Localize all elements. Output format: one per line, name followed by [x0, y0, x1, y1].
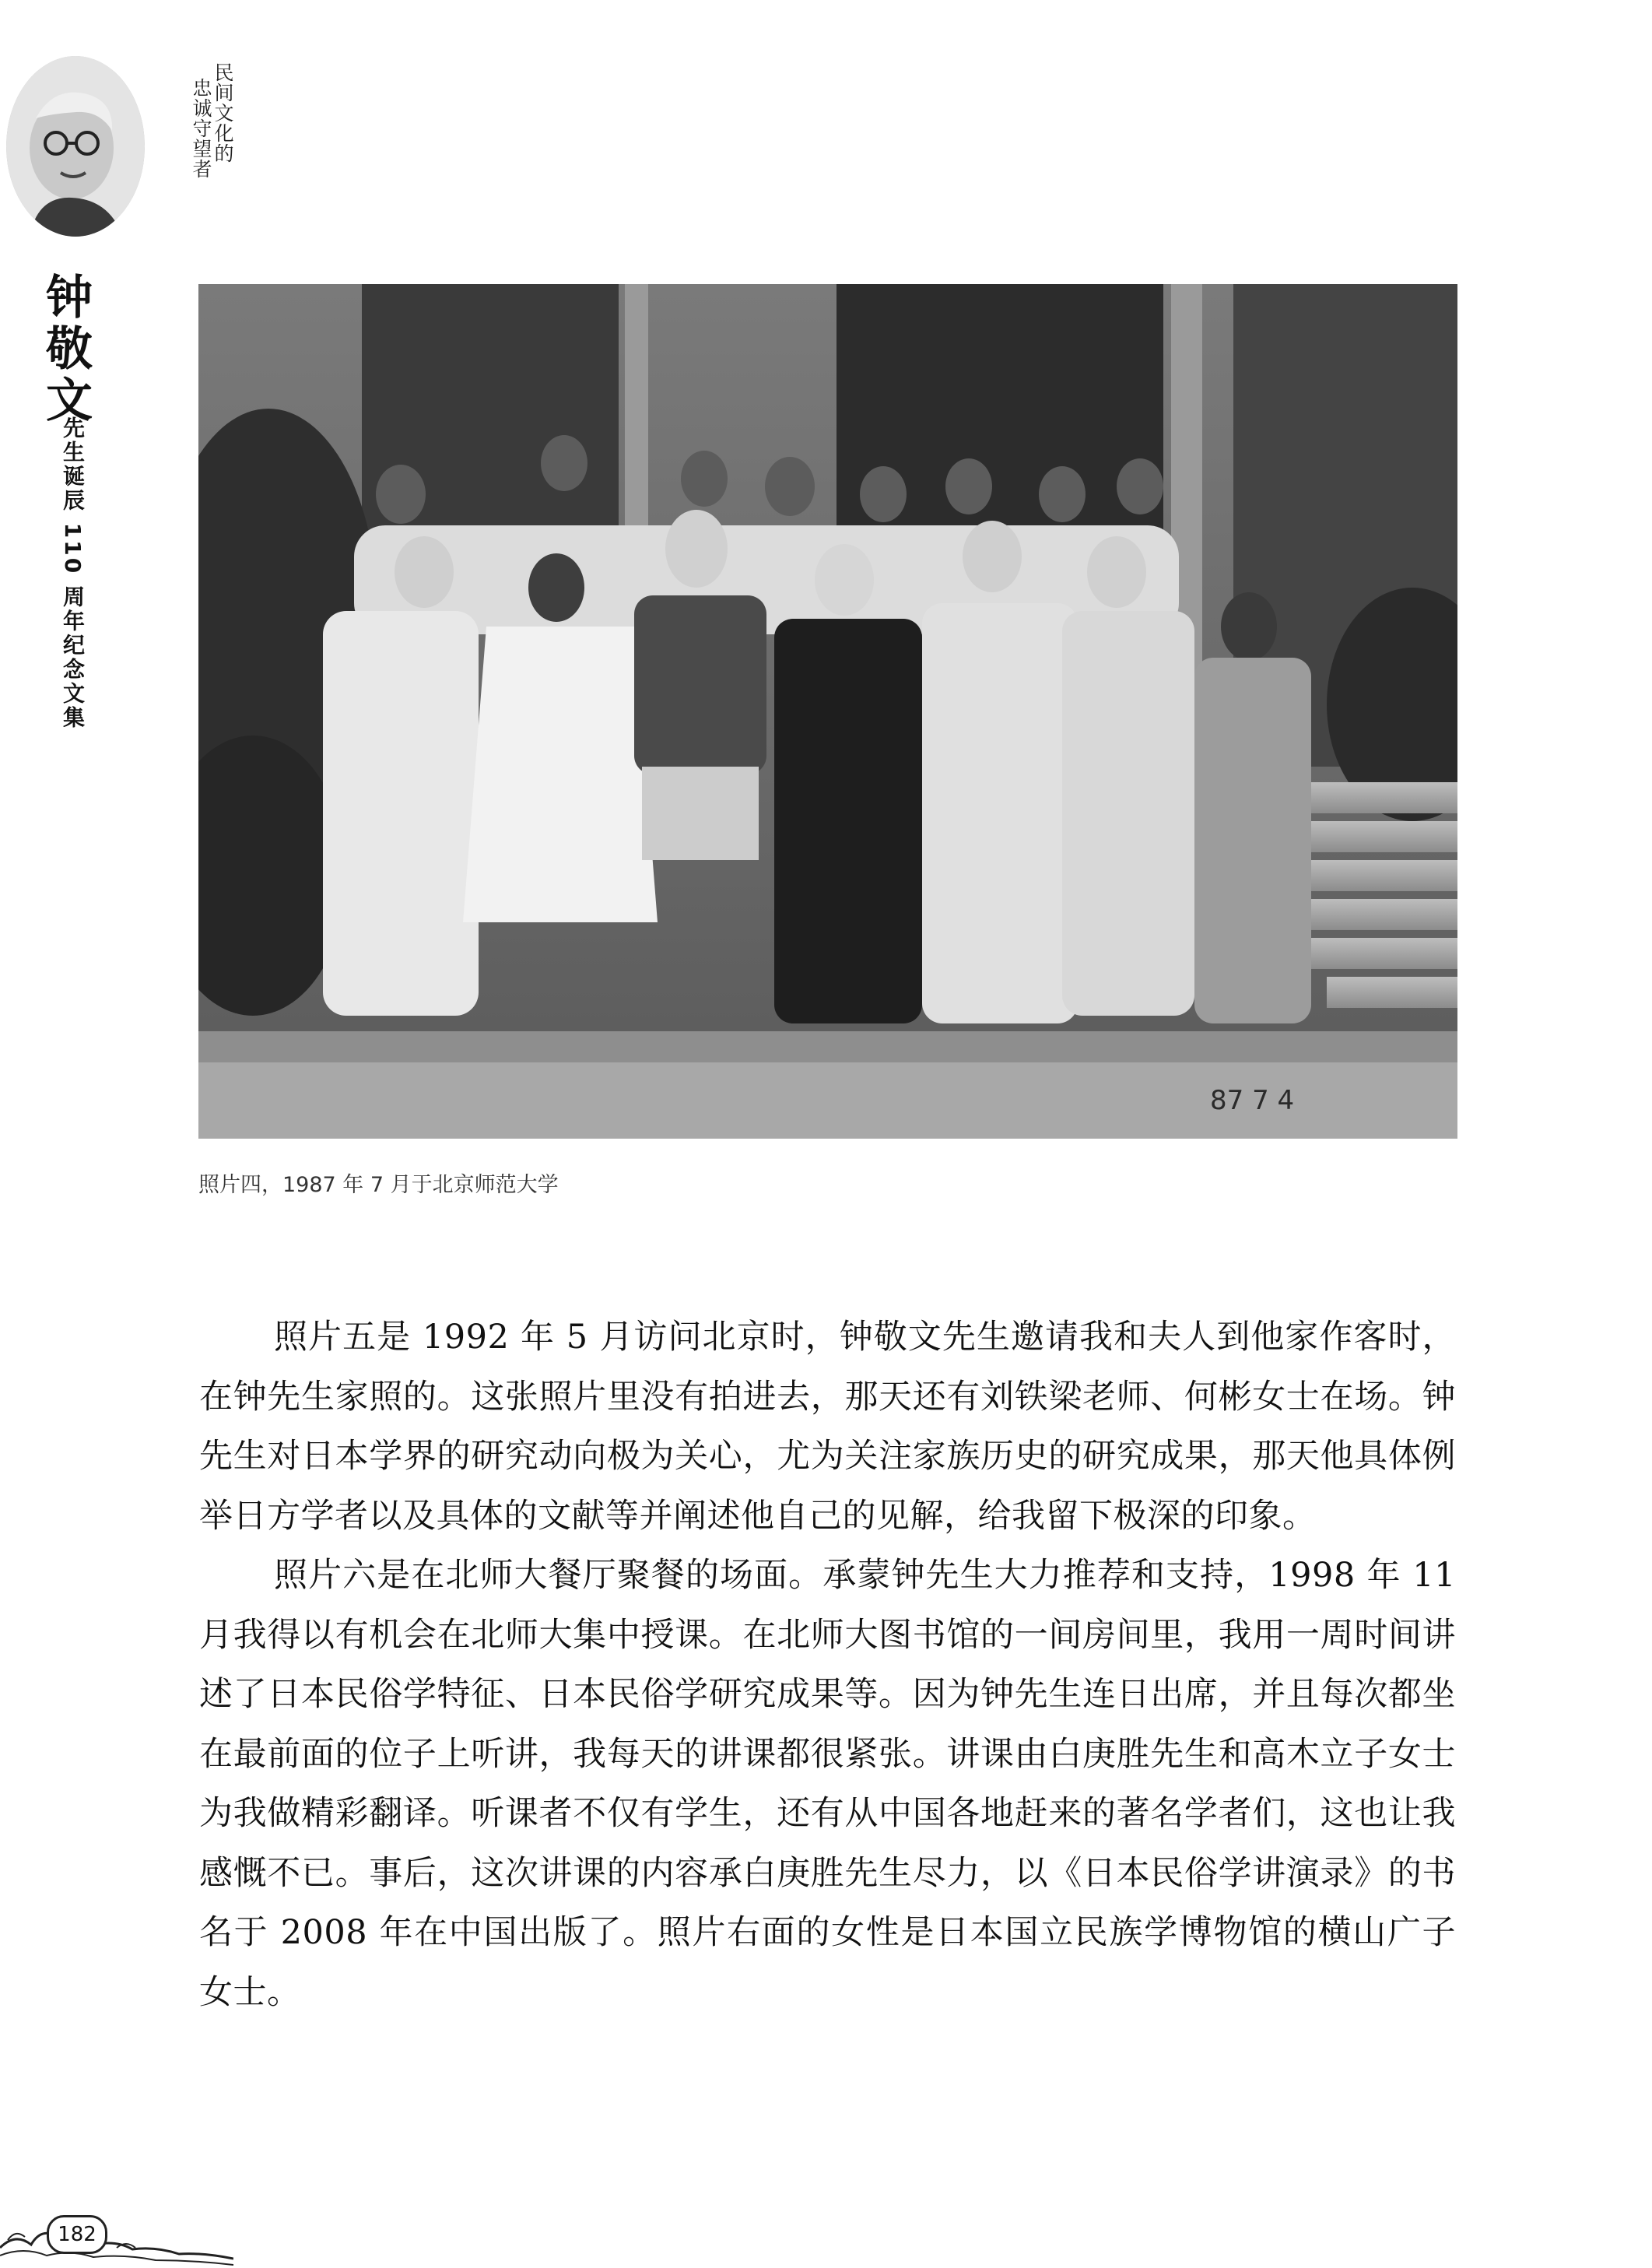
article-body [199, 1308, 1456, 2022]
photo-date-stamp: 87 7 4 [1210, 1085, 1295, 1116]
page-number: 182 [47, 2215, 107, 2254]
group-photo [198, 284, 1457, 1139]
photo-caption: 照片四，1987 年 7 月于北京师范大学 [198, 1173, 559, 1197]
side-title-subtitle: 先生诞辰 110 周年纪念文集 [60, 416, 86, 730]
author-portrait [6, 56, 145, 237]
side-title-name: 钟敬文 [38, 272, 93, 427]
paragraph-2: 照片六是在北师大餐厅聚餐的场面。承蒙钟先生大力推荐和支持，1998 年 11 月我得以有机会在北师大集中授课。在北师大图书馆的一间房间里，我用一周时间讲述了日本民俗学特征、日本民俗学研究成果等。因为钟先生连日出席，并且每次都坐在最前面的位子上听讲，我每天的讲课都很紧张。讲课由白庚胜先生和高木立子女士为我做精彩翻译。听课者不仅有学生，还有从中国各地赶来的著名学者们，这也让我感慨不已。事后，这次讲课的内容承白庚胜先生尽力，以《日本民俗学讲演录》的书名于 2008 年在中国出版了。照片右面的女性是日本国立民族学博物馆的横山广子女士。 [199, 1556, 1456, 2012]
group-photo-illustration [198, 284, 1457, 1139]
portrait-illustration [6, 56, 145, 237]
paragraph-1: 照片五是 1992 年 5 月访问北京时，钟敬文先生邀请我和夫人到他家作客时，在钟先生家照的。这张照片里没有拍进去，那天还有刘铁梁老师、何彬女士在场。钟先生对日本学界的研究动向极为关心，尤为关注家族历史的研究成果，那天他具体例举日方学者以及具体的文献等并阐述他自己的见解，给我留下极深的印象。 [199, 1318, 1456, 1536]
cloud-ornament-icon [0, 2209, 233, 2268]
series-title-line-1: 民间文化的 [212, 62, 234, 163]
series-title-line-2: 忠诚守望者 [190, 78, 212, 179]
